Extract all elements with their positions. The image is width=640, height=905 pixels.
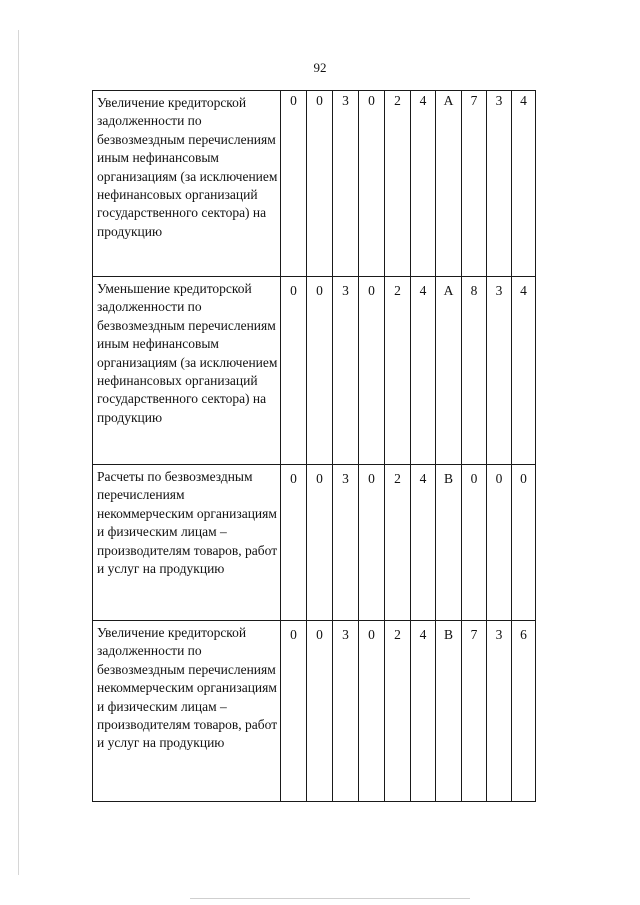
code-cell: 3 xyxy=(487,91,512,277)
code-cell: 2 xyxy=(385,621,411,802)
table-row xyxy=(93,621,536,802)
code-cell: 8 xyxy=(462,277,487,465)
code-cell: 0 xyxy=(462,465,487,621)
code-cell: 2 xyxy=(385,91,411,277)
code-cell: 3 xyxy=(333,621,359,802)
code-cell: А xyxy=(436,277,462,465)
table-row xyxy=(93,465,536,621)
code-cell: 0 xyxy=(307,91,333,277)
code-cell: 3 xyxy=(487,277,512,465)
table-row xyxy=(93,91,536,277)
code-cell: 0 xyxy=(307,621,333,802)
code-cell: 0 xyxy=(307,277,333,465)
code-cell: 2 xyxy=(385,277,411,465)
code-cell: 3 xyxy=(333,91,359,277)
code-cell: 0 xyxy=(359,465,385,621)
code-cell: 4 xyxy=(512,277,536,465)
code-cell: 7 xyxy=(462,91,487,277)
scan-edge-left xyxy=(18,30,19,875)
code-cell: В xyxy=(436,465,462,621)
code-cell: В xyxy=(436,621,462,802)
code-cell: 0 xyxy=(359,91,385,277)
code-cell: 7 xyxy=(462,621,487,802)
code-cell: 2 xyxy=(385,465,411,621)
code-cell: 4 xyxy=(411,91,436,277)
code-cell: 6 xyxy=(512,621,536,802)
code-cell: 0 xyxy=(281,465,307,621)
row-description: Расчеты по безвозмездным перечислениям некоммерческим организациям и физическим лицам – производителям товаров, работ и услуг на продукцию xyxy=(93,465,281,621)
code-cell: 0 xyxy=(512,465,536,621)
code-cell: 3 xyxy=(487,621,512,802)
code-cell: 0 xyxy=(281,91,307,277)
code-cell: 3 xyxy=(333,277,359,465)
code-cell: 4 xyxy=(411,277,436,465)
code-cell: 4 xyxy=(411,621,436,802)
page-number: 92 xyxy=(313,60,327,75)
code-cell: А xyxy=(436,91,462,277)
code-cell: 0 xyxy=(281,277,307,465)
code-cell: 4 xyxy=(512,91,536,277)
account-codes-table xyxy=(92,90,536,802)
code-cell: 4 xyxy=(411,465,436,621)
row-description: Уменьшение кредиторской задолженности по безвозмездным перечислениям иным нефинансовым организациям (за исключением нефинансовых организаций государственного сектора) на продукцию xyxy=(93,277,281,465)
code-cell: 0 xyxy=(359,277,385,465)
scan-edge-bottom xyxy=(190,898,470,899)
code-cell: 0 xyxy=(281,621,307,802)
code-cell: 0 xyxy=(359,621,385,802)
row-description: Увеличение кредиторской задолженности по безвозмездным перечислениям иным нефинансовым организациям (за исключением нефинансовых организаций государственного сектора) на продукцию xyxy=(93,91,281,277)
code-cell: 3 xyxy=(333,465,359,621)
table-row xyxy=(93,277,536,465)
code-cell: 0 xyxy=(307,465,333,621)
row-description: Увеличение кредиторской задолженности по безвозмездным перечислениям некоммерческим организациям и физическим лицам – производителям товаров, работ и услуг на продукцию xyxy=(93,621,281,802)
code-cell: 0 xyxy=(487,465,512,621)
